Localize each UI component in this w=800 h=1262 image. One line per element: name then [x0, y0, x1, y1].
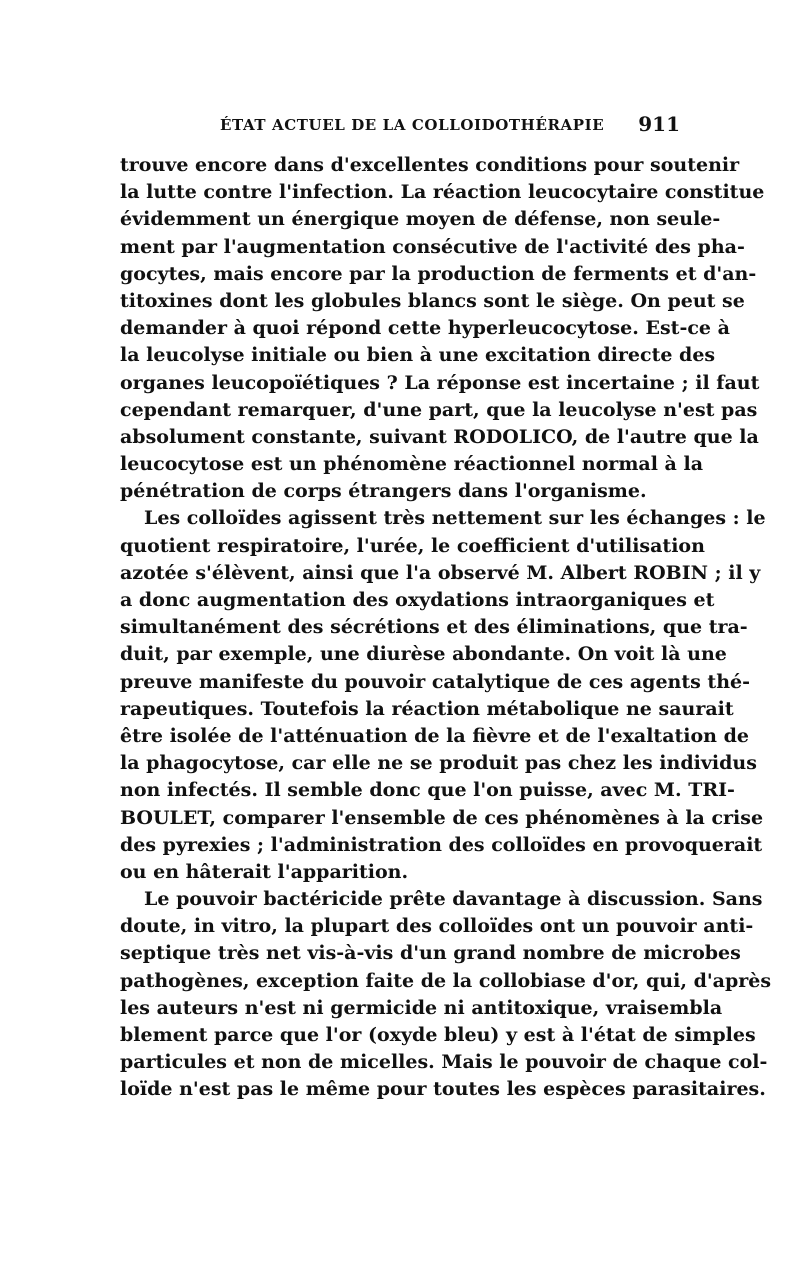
text-line: trouve encore dans d'excellentes conditions pour soutenir	[120, 154, 740, 176]
text-line: duit, par exemple, une diurèse abondante. On voit là une	[120, 643, 727, 666]
running-title: ÉTAT ACTUEL DE LA COLLOIDOTHÉRAPIE	[220, 116, 605, 134]
text-line: azotée s'élèvent, ainsi que l'a observé M. Albert ROBIN ; il y	[120, 561, 761, 584]
text-line: cependant remarquer, d'une part, que la leucolyse n'est pas	[120, 398, 758, 421]
text-line: pathogènes, exception faite de la collobiase d'or, qui, d'après	[120, 969, 772, 992]
text-line: particules et non de micelles. Mais le pouvoir de chaque col-	[120, 1051, 768, 1074]
running-header	[120, 112, 680, 140]
text-line: être isolée de l'atténuation de la fièvre et de l'exaltation de	[120, 724, 749, 747]
text-line: non infectés. Il semble donc que l'on puisse, avec M. TRI-	[120, 779, 735, 802]
text-line: doute, in vitro, la plupart des colloïdes ont un pouvoir anti-	[120, 915, 754, 938]
text-line: la leucolyse initiale ou bien à une excitation directe des	[120, 344, 716, 367]
text-line: ment par l'augmentation consécutive de l'activité des pha-	[120, 235, 745, 258]
body-text	[120, 152, 772, 1104]
text-line: gocytes, mais encore par la production de ferments et d'an-	[120, 262, 757, 285]
text-line: la phagocytose, car elle ne se produit pas chez les individus	[120, 752, 757, 775]
text-line: a donc augmentation des oxydations intraorganiques et	[120, 589, 715, 611]
text-line: loïde n'est pas le même pour toutes les espèces parasitaires.	[120, 1078, 766, 1101]
text-line: ou en hâterait l'apparition.	[120, 860, 409, 883]
text-line: organes leucopoïétiques ? La réponse est incertaine ; il faut	[120, 371, 760, 394]
text-line: rapeutiques. Toutefois la réaction métabolique ne saurait	[120, 697, 734, 720]
text-line: demander à quoi répond cette hyperleucocytose. Est-ce à	[120, 317, 730, 340]
text-line: absolument constante, suivant RODOLICO, de l'autre que la	[120, 425, 759, 448]
text-line: titoxines dont les globules blancs sont le siège. On peut se	[120, 289, 745, 312]
text-line: les auteurs n'est ni germicide ni antitoxique, vraisembla	[120, 996, 723, 1019]
page-number: 911	[638, 112, 680, 136]
text-line: leucocytose est un phénomène réactionnel normal à la	[120, 453, 704, 476]
text-line: simultanément des sécrétions et des éliminations, que tra-	[120, 616, 748, 639]
text-line: Les colloïdes agissent très nettement sur les échanges : le	[144, 507, 766, 530]
text-line: preuve manifeste du pouvoir catalytique de ces agents thé-	[120, 670, 750, 693]
text-line: la lutte contre l'infection. La réaction leucocytaire constitue	[120, 181, 765, 204]
text-line: blement parce que l'or (oxyde bleu) y est à l'état de simples	[120, 1024, 756, 1046]
text-line: évidemment un énergique moyen de défense, non seule-	[120, 208, 721, 231]
text-line: BOULET, comparer l'ensemble de ces phénomènes à la crise	[120, 806, 764, 829]
text-line: Le pouvoir bactéricide prête davantage à discussion. Sans	[144, 888, 763, 911]
text-line: pénétration de corps étrangers dans l'organisme.	[120, 480, 647, 503]
text-line: quotient respiratoire, l'urée, le coefficient d'utilisation	[120, 534, 705, 557]
text-line: des pyrexies ; l'administration des colloïdes en provoquerait	[120, 833, 763, 856]
text-line: septique très net vis-à-vis d'un grand nombre de microbes	[120, 942, 741, 965]
